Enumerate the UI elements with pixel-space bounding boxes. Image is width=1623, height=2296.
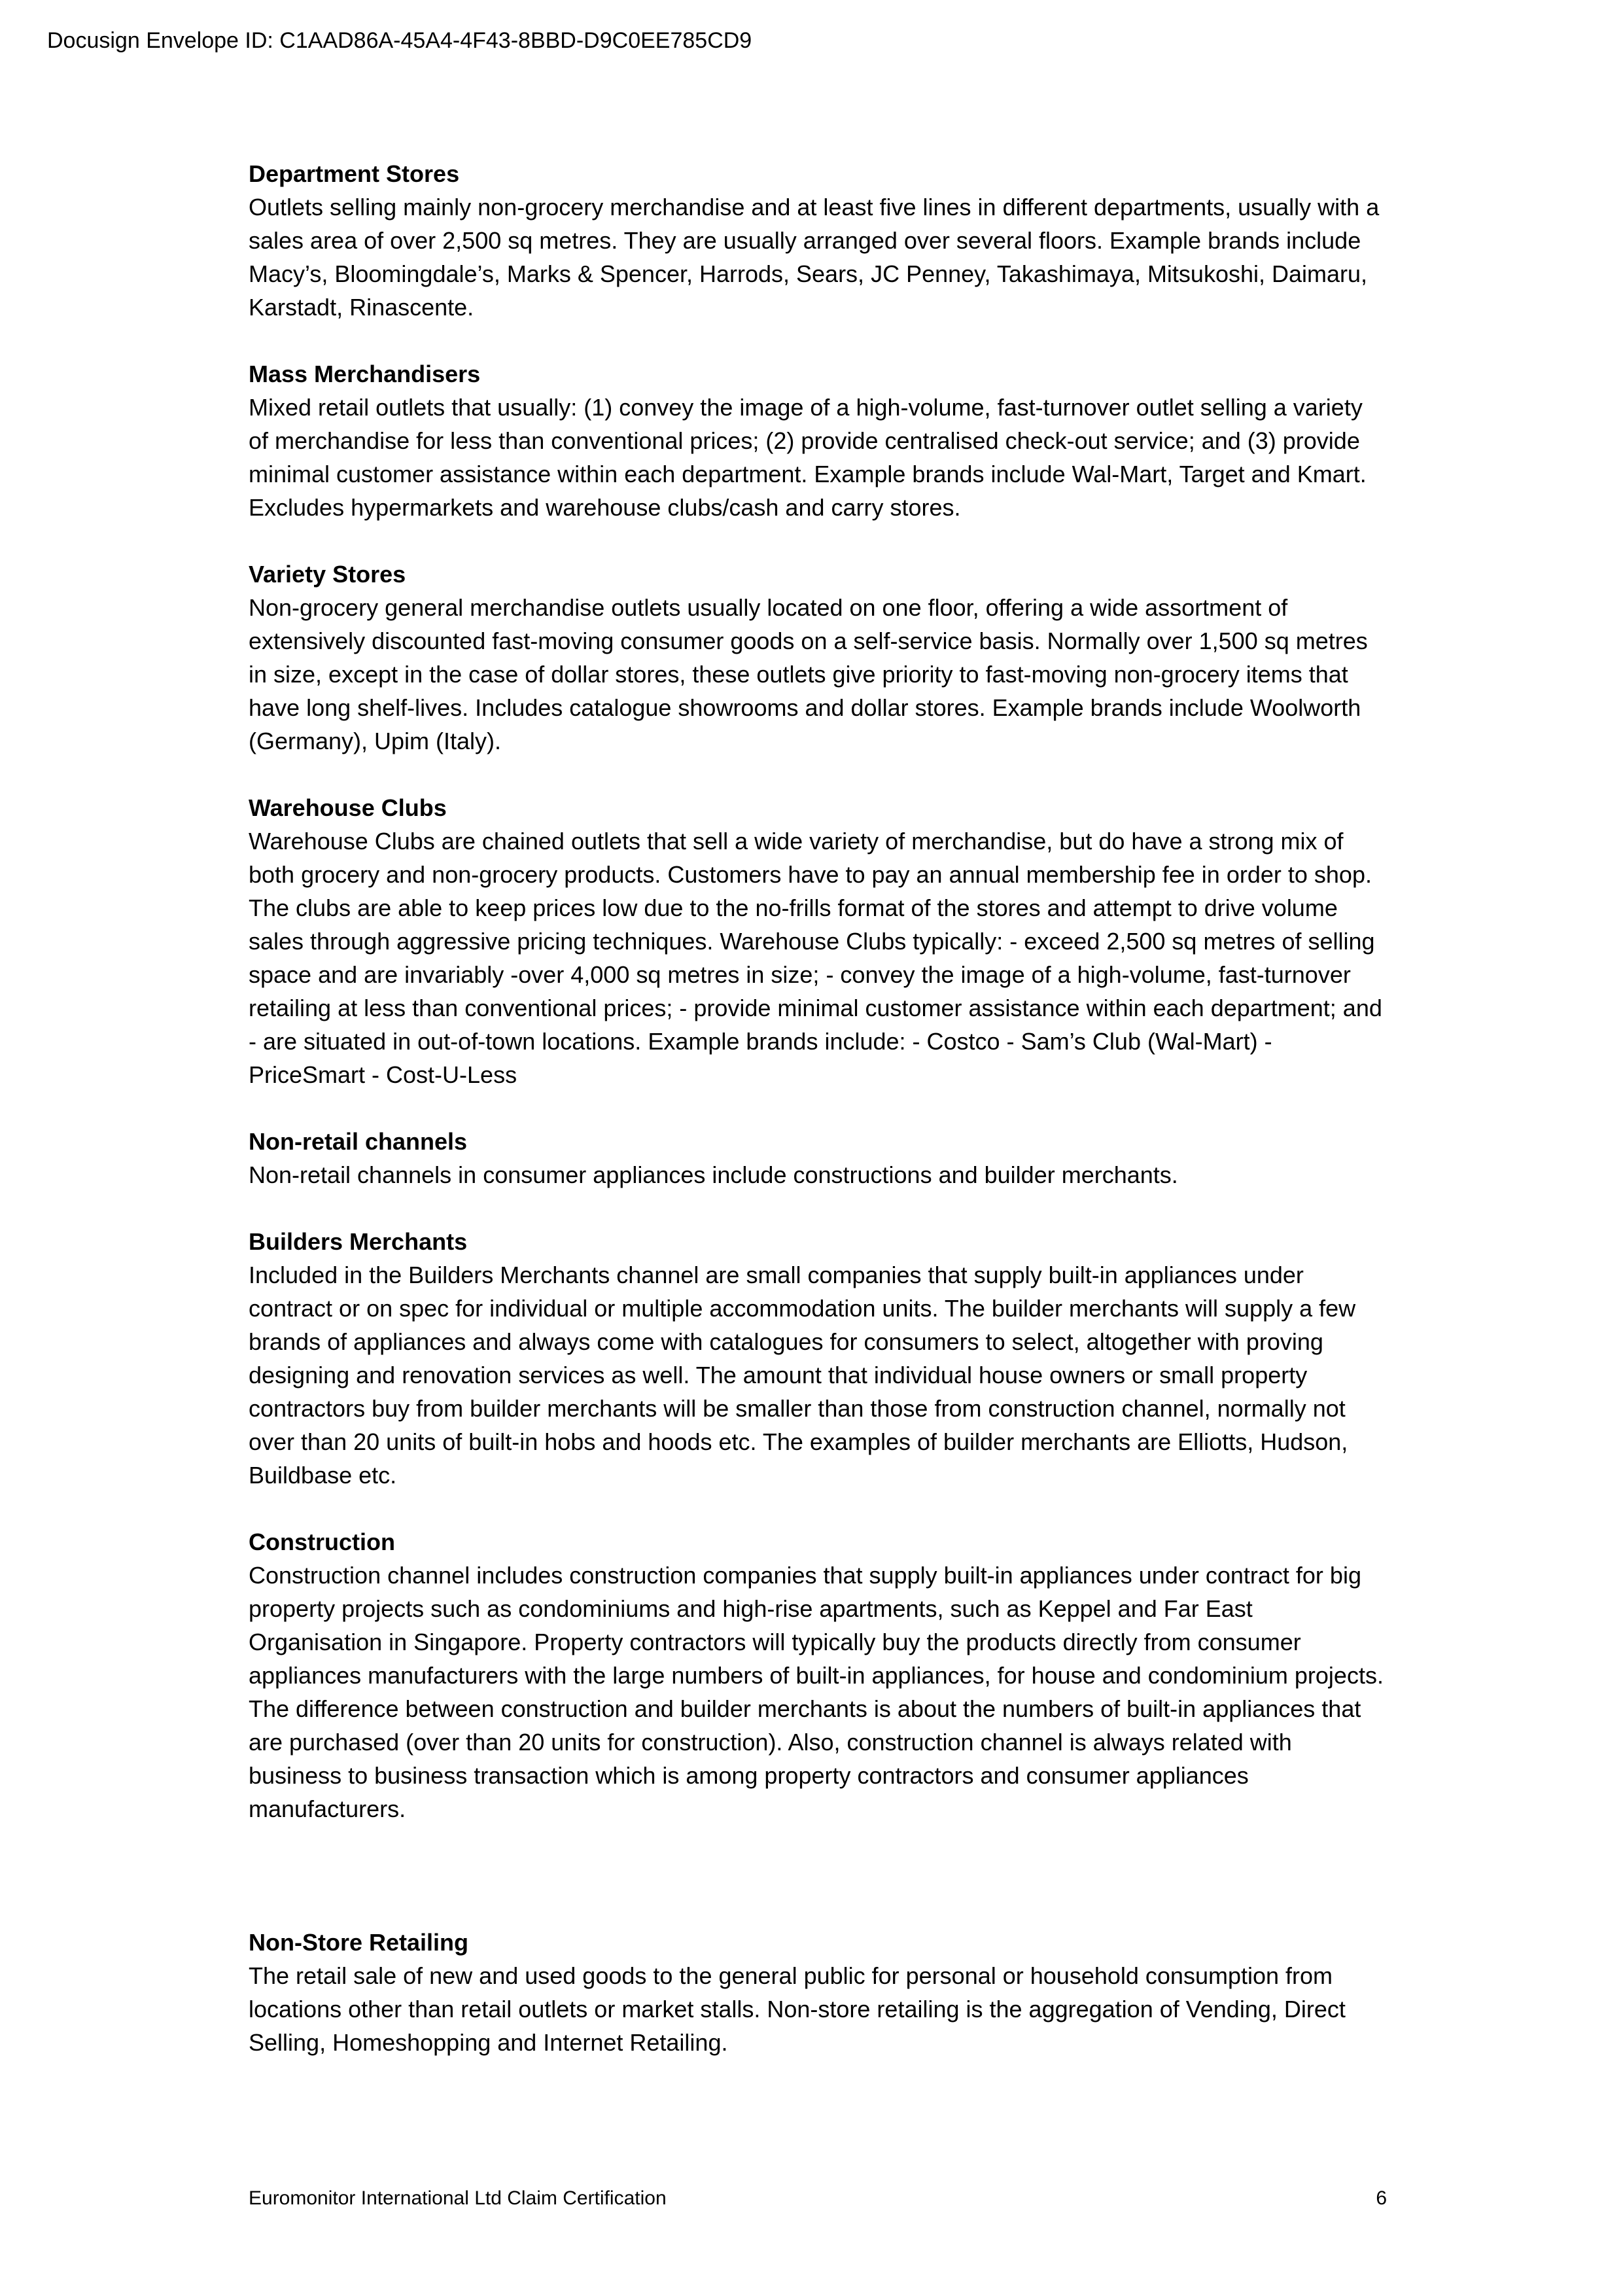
section-title: Department Stores xyxy=(249,160,460,187)
section-mass-merchandisers xyxy=(249,357,1387,524)
footer-text: Euromonitor International Ltd Claim Certification xyxy=(249,2187,667,2209)
section-department-stores xyxy=(249,157,1387,324)
section-non-store-retailing xyxy=(249,1926,1387,2059)
section-text: Construction channel includes construction companies that supply built-in appliances under contract for big property projects such as condominiums and high-rise apartments, such as Keppel and Far East Organisation in Singapore. Property contractors will typically buy the products directly from consumer appliances manufacturers with the large numbers of built-in appliances, for house and condominium projects. The difference between construction and builder merchants is about the numbers of built-in appliances that are purchased (over than 20 units for construction). Also, construction channel is always related with business to business transaction which is among property contractors and consumer appliances manufacturers. xyxy=(249,1562,1384,1822)
section-text: Mixed retail outlets that usually: (1) convey the image of a high-volume, fast-turnover outlet selling a variety of merchandise for less than conventional prices; (2) provide centralised check-out service; and (3) provide minimal customer assistance within each department. Example brands include Wal-Mart, Target and Kmart. Excludes hypermarkets and warehouse clubs/cash and carry stores. xyxy=(249,394,1367,521)
section-title: Variety Stores xyxy=(249,561,406,588)
section-variety-stores xyxy=(249,557,1387,758)
section-construction xyxy=(249,1525,1387,1826)
section-title: Non-retail channels xyxy=(249,1128,468,1155)
section-warehouse-clubs xyxy=(249,791,1387,1091)
section-title: Builders Merchants xyxy=(249,1228,468,1255)
page-number: 6 xyxy=(1376,2187,1387,2209)
section-builders-merchants xyxy=(249,1225,1387,1492)
section-text: The retail sale of new and used goods to the general public for personal or household consumption from locations other than retail outlets or market stalls. Non-store retailing is the aggregation of Vending, Direct Selling, Homeshopping and Internet Retailing. xyxy=(249,1962,1346,2056)
section-text: Non-grocery general merchandise outlets usually located on one floor, offering a wide assortment of extensively discounted fast-moving consumer goods on a self-service basis. Normally over 1,500 sq metres in size, except in the case of dollar stores, these outlets give priority to fast-moving non-grocery items that have long shelf-lives. Includes catalogue showrooms and dollar stores. Example brands include Woolworth (Germany), Upim (Italy). xyxy=(249,594,1368,754)
section-title: Construction xyxy=(249,1528,395,1555)
section-text: Outlets selling mainly non-grocery merchandise and at least five lines in different departments, usually with a sales area of over 2,500 sq metres. They are usually arranged over several floors. Example brands include Macy’s, Bloomingdale’s, Marks & Spencer, Harrods, Sears, JC Penney, Takashimaya, Mitsukoshi, Daimaru, Karstadt, Rinascente. xyxy=(249,194,1380,321)
section-text: Included in the Builders Merchants channel are small companies that supply built-in appliances under contract or on spec for individual or multiple accommodation units. The builder merchants will supply a few brands of appliances and always come with catalogues for consumers to select, altogether with proving designing and renovation services as well. The amount that individual house owners or small property contractors buy from builder merchants will be smaller than those from construction channel, normally not over than 20 units of built-in hobs and hoods etc. The examples of builder merchants are Elliotts, Hudson, Buildbase etc. xyxy=(249,1262,1356,1489)
section-title: Warehouse Clubs xyxy=(249,794,447,821)
section-text: Warehouse Clubs are chained outlets that sell a wide variety of merchandise, but do have a strong mix of both grocery and non-grocery products. Customers have to pay an annual membership fee in order to shop. The clubs are able to keep prices low due to the no-frills format of the stores and attempt to drive volume sales through aggressive pricing techniques. Warehouse Clubs typically: - exceed 2,500 sq metres of selling space and are invariably -over 4,000 sq metres in size; - convey the image of a high-volume, fast-turnover retailing at less than conventional prices; - provide minimal customer assistance within each department; and - are situated in out-of-town locations. Example brands include: - Costco - Sam’s Club (Wal-Mart) - PriceSmart - Cost-U-Less xyxy=(249,828,1382,1088)
section-title: Mass Merchandisers xyxy=(249,361,481,387)
section-title: Non-Store Retailing xyxy=(249,1929,469,1956)
section-text: Non-retail channels in consumer appliances include constructions and builder merchants. xyxy=(249,1161,1178,1188)
document-body xyxy=(249,157,1387,2093)
docusign-envelope-id: Docusign Envelope ID: C1AAD86A-45A4-4F43-8BBD-D9C0EE785CD9 xyxy=(47,28,752,53)
section-non-retail-channels xyxy=(249,1125,1387,1192)
